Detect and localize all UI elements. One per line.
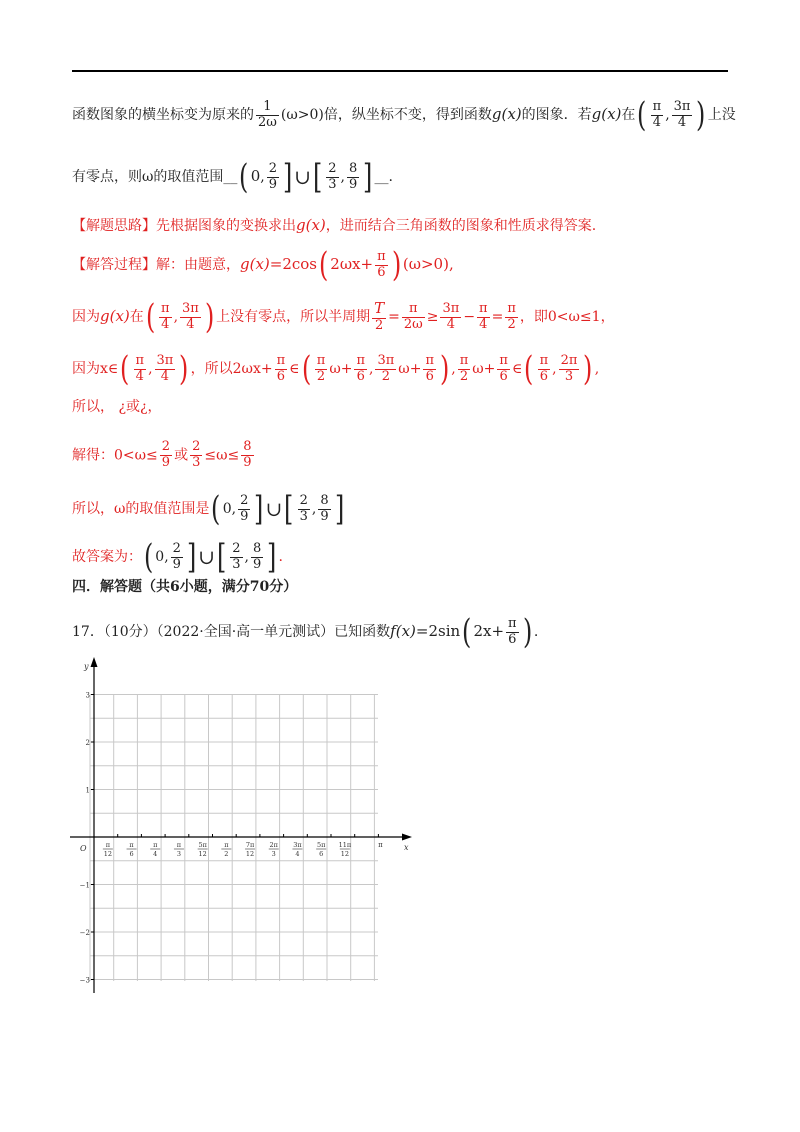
line-6: 因为x∈( $\frac{\pi}{4}$ , $\frac{3\pi}{4}$ ) ，所以2ωx+ $\frac{\pi}{6}$ ∈( $\frac{\pi}{2}$ ω+ $\frac{\pi}{6}$ , $\frac{3\pi}{2}$ ω+ $\frac{\pi}{6}$ ) , $\frac{\pi}{2}$ ω+ $\frac{\pi}{6}$ ∈( $\frac{\pi}{6}$ , $\frac{2\pi}{3}$ ) , xyxy=(72,349,600,389)
text: ，进而结合三角函数的图象和性质求得答案. xyxy=(325,218,597,234)
x-axis-label: x xyxy=(404,843,409,852)
origin-label: O xyxy=(80,844,87,853)
x-tick-label-denominator: 12 xyxy=(198,850,207,858)
line-10: 故答案为：( 0, $\frac{2}{9}$ ]∪[ $\frac{2}{3}$ , $\frac{8}{9}$ ] . xyxy=(72,537,283,577)
y-tick-label: −3 xyxy=(79,976,90,985)
x-tick-label: π xyxy=(378,841,383,849)
text: 函数图象的横坐标变为原来的 xyxy=(72,107,254,123)
x-tick-label-numerator: π xyxy=(105,841,110,849)
x-tick-label-denominator: 2 xyxy=(224,850,229,858)
section-heading: 四．解答题（共6小题，满分70分） xyxy=(72,579,298,595)
line-4: 【解答过程】解：由题意，g(x)=2cos( 2ωx+ $\frac{\pi}{6}$ ) (ω>0), xyxy=(72,245,454,285)
text: 在 xyxy=(621,107,636,123)
x-tick-label-denominator: 4 xyxy=(153,850,158,858)
text: 上没 xyxy=(707,107,736,123)
line-2: 有零点，则ω的取值范围__( 0, $\frac{2}{9}$ ]∪[ $\frac{2}{3}$ , $\frac{8}{9}$ ] __. xyxy=(72,157,393,197)
x-tick-label-denominator: 4 xyxy=(295,850,300,858)
text: 【解题思路】先根据图象的变换求出 xyxy=(72,218,296,234)
line-8: 解得：0<ω≤ $\frac{2}{9}$ 或 $\frac{2}{3}$ ≤ω≤ $\frac{8}{9}$ xyxy=(72,439,252,470)
x-tick-label-numerator: π xyxy=(129,841,134,849)
x-tick-label-numerator: 7π xyxy=(245,841,255,849)
text: 因为 xyxy=(72,309,100,325)
x-tick-label-numerator: 11π xyxy=(338,841,352,849)
x-tick-label-denominator: 12 xyxy=(340,850,349,858)
x-tick-label-denominator: 6 xyxy=(319,850,324,858)
x-tick-label-denominator: 3 xyxy=(176,850,182,858)
line-9: 所以，ω的取值范围是( 0, $\frac{2}{9}$ ]∪[ $\frac{2}{3}$ , $\frac{8}{9}$ ] xyxy=(72,489,344,529)
text: (ω>0)倍，纵坐标不变，得到函数 xyxy=(280,107,492,123)
y-tick-label: 3 xyxy=(85,691,90,700)
y-axis-arrow xyxy=(91,657,98,667)
gx: g(x) xyxy=(491,105,522,123)
text: 的图象．若 xyxy=(521,107,592,123)
x-tick-label-denominator: 3 xyxy=(271,850,276,858)
x-tick-label-denominator: 12 xyxy=(103,850,112,858)
line-7: 所以， ¿或¿， xyxy=(72,399,162,415)
x-tick-label-numerator: 3π xyxy=(293,841,302,849)
x-tick-label-numerator: 5π xyxy=(316,841,326,849)
x-tick-label-denominator: 6 xyxy=(129,850,134,858)
y-tick-label: −1 xyxy=(79,881,90,890)
fraction: $\frac{3\pi}{4}$ xyxy=(673,98,691,130)
x-tick-label-numerator: π xyxy=(224,841,229,849)
y-axis-label: y xyxy=(84,662,89,671)
coordinate-grid xyxy=(70,655,420,995)
question-17: 17．（10分）（2022·全国·高一单元测试）已知函数f(x)=2sin( 2x+ $\frac{\pi}{6}$ ) . xyxy=(72,612,539,652)
x-tick-label-numerator: 2π xyxy=(269,841,278,849)
text: 有零点，则ω的取值范围 xyxy=(72,169,224,185)
x-tick-label-numerator: π xyxy=(176,841,182,849)
y-tick-label: −2 xyxy=(79,929,90,937)
y-tick-label: 1 xyxy=(85,786,90,795)
line-5: 因为g(x)在( $\frac{\pi}{4}$ , $\frac{3\pi}{4}$ ) 上没有零点，所以半周期 $\frac{T}{2}$ = $\frac{\pi}{2\omega}$ ≥ $\frac{3\pi}{4}$ − $\frac{\pi}{4}$ = $\frac{\pi}{2}$ ，即0<ω≤1， xyxy=(72,297,615,337)
x-axis-arrow xyxy=(402,834,412,841)
y-tick-label: 2 xyxy=(85,739,90,747)
line-3: 【解题思路】先根据图象的变换求出g(x)，进而结合三角函数的图象和性质求得答案. xyxy=(72,216,597,234)
x-tick-label-numerator: 5π xyxy=(198,841,207,849)
fraction: $\frac{\pi}{4}$ xyxy=(652,98,662,130)
text: 【解答过程】解：由题意， xyxy=(72,257,240,273)
gx: g(x) xyxy=(591,105,622,123)
x-tick-label-numerator: π xyxy=(153,841,158,849)
line-1: 函数图象的横坐标变为原来的 $\frac{1}{2\omega}$ (ω>0)倍，纵坐标不变，得到函数g(x)的图象．若g(x)在( $\frac{\pi}{4}$ , $\frac{3\pi}{4}$ ) 上没 xyxy=(72,95,736,135)
fraction-1-over-2w: $\frac{1}{2\omega}$ xyxy=(258,98,277,130)
x-tick-label-denominator: 12 xyxy=(245,850,255,858)
header-rule xyxy=(72,70,728,72)
